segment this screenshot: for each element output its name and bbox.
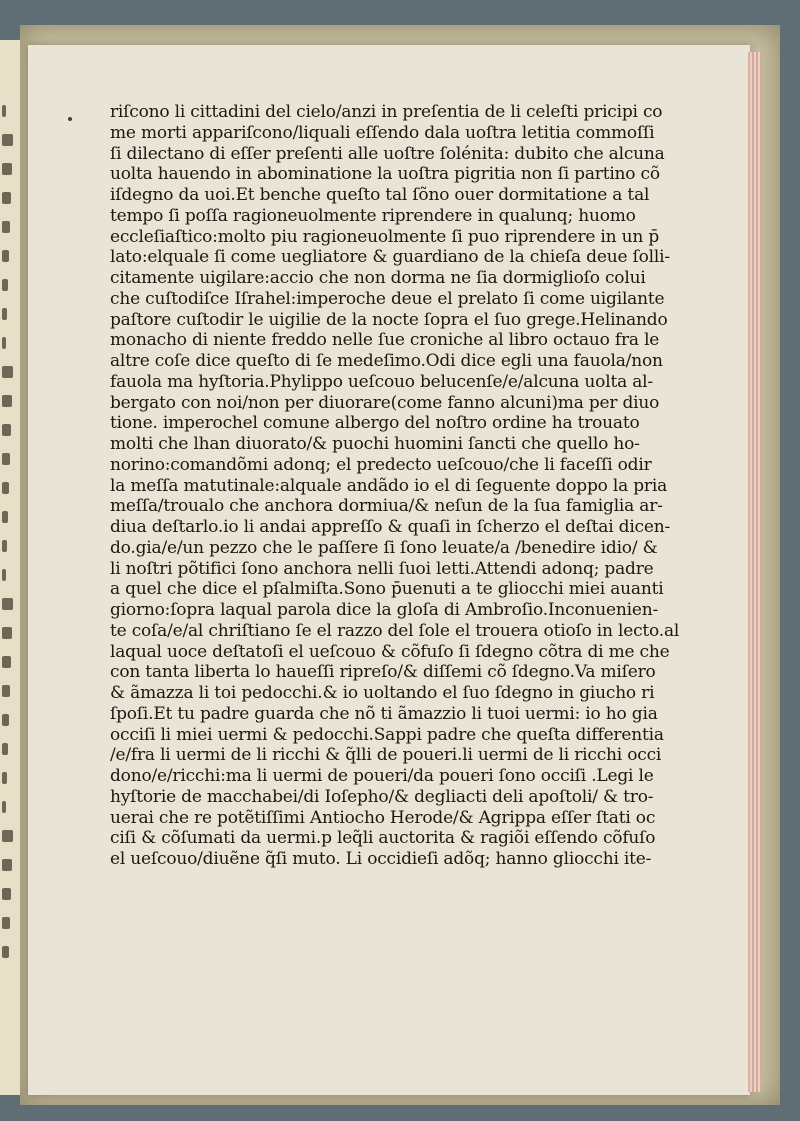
text-line: tempo ſi poſſa ragioneuolmente riprendere in qualunq; huomo <box>110 205 636 226</box>
text-line: hyſtorie de macchabei/di Ioſepho/& degliacti deli apoſtoli/ & tro- <box>110 786 654 807</box>
text-line: li noſtri põtifici ſono anchora nelli ſuoi letti.Attendi adonq; padre <box>110 558 654 579</box>
facing-page-edge <box>0 40 21 1095</box>
text-line: ſi dilectano di eſſer preſenti alle uoſtre ſolénita: dubito che alcuna <box>110 143 665 164</box>
facing-page-text-fragment <box>2 337 6 349</box>
text-line: iſdegno da uoi.Et benche queſto tal ſõno ouer dormitatione a tal <box>110 185 650 205</box>
facing-page-text-fragment <box>2 395 12 407</box>
text-line: dono/e/ricchi:ma li uermi de poueri/da poueri ſono occiſi .Legi le <box>110 766 654 786</box>
facing-page-text-fragment <box>2 308 7 320</box>
facing-page-text-fragment <box>2 714 9 726</box>
facing-page-text-fragment <box>2 859 12 871</box>
facing-page-text-fragment <box>2 221 10 233</box>
facing-page-text-fragment <box>2 598 13 610</box>
facing-page-text-fragment <box>2 627 12 639</box>
facing-page-text-fragment <box>2 192 11 204</box>
text-line: laqual uoce deſtatoſi el ueſcouo & cõfuſo ſi ſdegno cõtra di me che <box>110 641 670 662</box>
facing-page-text-fragment <box>2 105 6 117</box>
facing-page-text-fragment <box>2 453 10 465</box>
facing-page-text-fragment <box>2 801 6 813</box>
facing-page-text-fragment <box>2 511 8 523</box>
text-line: & ãmazza li toi pedocchi.& io uoltando el ſuo ſdegno in giucho ri <box>110 683 655 703</box>
text-line: norino:comandõmi adonq; el predecto ueſcouo/che li faceſſi odir <box>110 454 652 475</box>
text-line: con tanta liberta lo haueſſi ripreſo/& diſſemi cõ ſdegno.Va miſero <box>110 662 656 683</box>
facing-page-text-fragment <box>2 743 8 755</box>
text-line: te coſa/e/al chriſtiano ſe el razzo del ſole el trouera otioſo in lecto.al <box>110 620 680 641</box>
facing-page-text-fragment <box>2 685 10 697</box>
text-line: uerai che re potẽtiſſimi Antiocho Herode/& Agrippa eſſer ſtati oc <box>110 807 656 828</box>
facing-page-text-fragment <box>2 946 9 958</box>
text-line: me morti appariſcono/liquali eſſendo dala uoſtra letitia commoſſi <box>110 122 655 143</box>
facing-page-text-fragment <box>2 917 10 929</box>
facing-page-text-fragment <box>2 888 11 900</box>
text-line: molti che lhan diuorato/& puochi huomini ſancti che quello ho- <box>110 434 640 454</box>
text-line: el ueſcouo/diuẽne q̃ſi muto. Li occidieſi adõq; hanno gliocchi ite- <box>110 849 652 869</box>
text-line: che cuſtodiſce Iſrahel:imperoche deue el prelato ſi come uigilante <box>110 288 665 309</box>
page-edges <box>748 52 762 1092</box>
text-line: lato:elquale ſi come uegliatore & guardiano de la chieſa deue ſolli- <box>110 247 670 268</box>
text-line: paſtore cuſtodir le uigilie de la nocte ſopra el ſuo grege.Helinando <box>110 309 668 330</box>
printed-text-block <box>110 102 682 870</box>
text-line: altre coſe dice queſto di ſe medeſimo.Odi dice egli una fauola/non <box>110 351 663 371</box>
text-line: riſcono li cittadini del cielo/anzi in preſentia de li celeſti pricipi co <box>110 102 663 122</box>
text-line: fauola ma hyſtoria.Phylippo ueſcouo belucenſe/e/alcuna uolta al- <box>110 371 653 392</box>
text-line: bergato con noi/non per diuorare(come fanno alcuni)ma per diuo <box>110 392 660 413</box>
text-line: a quel che dice el pſalmiſta.Sono p̄uenuti a te gliocchi miei auanti <box>110 579 664 600</box>
text-line: eccleſiaſtico:molto piu ragioneuolmente ſi puo riprendere in un p̄ <box>110 226 660 247</box>
text-line: citamente uigilare:accio che non dorma ne ſia dormiglioſo colui <box>110 268 646 288</box>
text-line: tione. imperochel comune albergo del noſtro ordine ha trouato <box>110 413 640 434</box>
facing-page-text-fragment <box>2 569 6 581</box>
text-line: ciſi & cõſumati da uermi.p leq̃li auctorita & ragiõi eſſendo cõfuſo <box>110 828 656 849</box>
facing-page-text-fragment <box>2 656 11 668</box>
text-line: meſſa/troualo che anchora dormiua/& neſun de la ſua famiglia ar- <box>110 496 663 517</box>
text-line: diua deſtarlo.io li andai appreſſo & quaſi in ſcherzo el deſtai dicen- <box>110 517 671 537</box>
text-line: la meſſa matutinale:alquale andãdo io el di ſeguente doppo la pria <box>110 475 668 496</box>
text-line: giorno:ſopra laqual parola dice la gloſa di Ambroſio.Inconuenien- <box>110 600 659 620</box>
text-line: occiſi li miei uermi & pedocchi.Sappi padre che queſta differentia <box>110 724 664 745</box>
facing-page-text-fragment <box>2 830 13 842</box>
facing-page-text-fragment <box>2 134 13 146</box>
facing-page-text-fragment <box>2 250 9 262</box>
text-line: /e/fra li uermi de li ricchi & q̃lli de poueri.li uermi de li ricchi occi <box>110 745 662 766</box>
facing-page-text-fragment <box>2 772 7 784</box>
facing-page-text-fragment <box>2 540 7 552</box>
facing-page-text-fragment <box>2 424 11 436</box>
facing-page-text-fragment <box>2 366 13 378</box>
text-line: do.gia/e/un pezzo che le paſſere ſi ſono leuate/a /benedire idio/ & <box>110 537 658 558</box>
text-line: uolta hauendo in abominatione la uoſtra pigritia non ſi partino cõ <box>110 164 660 185</box>
text-line: monacho di niente freddo nelle ſue croniche al libro octauo fra le <box>110 330 660 351</box>
facing-page-text-fragment <box>2 482 9 494</box>
facing-page-text-fragment <box>2 279 8 291</box>
text-line: ſpoſi.Et tu padre guarda che nõ ti ãmazzio li tuoi uermi: io ho gia <box>110 703 658 724</box>
facing-page-text-fragment <box>2 163 12 175</box>
ink-spot <box>68 117 72 121</box>
